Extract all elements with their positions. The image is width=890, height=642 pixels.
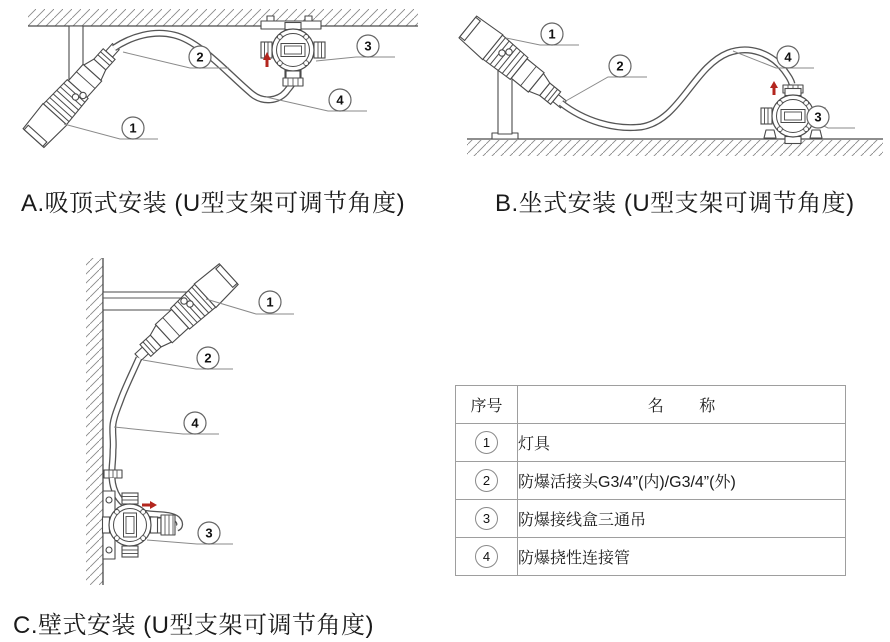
junction-box <box>261 23 325 87</box>
red-arrow-marker <box>770 81 778 95</box>
callout-number: 4 <box>191 415 199 431</box>
pivot-bolt <box>499 50 505 56</box>
caption-a-ceiling-mount: A.吸顶式安装 (U型支架可调节角度) <box>21 190 406 217</box>
leader-line <box>316 57 395 61</box>
callout-number: 2 <box>204 350 212 366</box>
diagram-b-pedestal-mount <box>445 0 890 182</box>
col-header-name: 名 称 <box>518 386 846 424</box>
callout-4 <box>114 412 219 434</box>
circled-number: 2 <box>475 469 498 492</box>
callout-number: 3 <box>364 38 372 54</box>
callout-number: 3 <box>205 525 213 541</box>
callout-number: 3 <box>814 109 822 125</box>
diagram-c-wall-mount <box>0 240 445 602</box>
part-name: 灯具 <box>518 424 846 462</box>
table-row <box>456 538 846 576</box>
callout-number: 1 <box>129 120 137 136</box>
plate-bolt <box>106 547 112 553</box>
pivot-bolt <box>187 301 193 307</box>
leader-line <box>147 540 233 544</box>
callout-number: 1 <box>548 26 556 42</box>
pivot-bolt <box>506 49 512 55</box>
mounting-foot <box>764 130 776 138</box>
floor-surface <box>467 139 883 156</box>
callout-3 <box>807 106 855 128</box>
leader-line <box>564 77 647 102</box>
circled-number: 1 <box>475 431 498 454</box>
parts-table <box>455 385 846 576</box>
callout-number: 2 <box>616 58 624 74</box>
flexible-conduit <box>561 50 792 128</box>
table-row <box>456 462 846 500</box>
pivot-bolt <box>80 92 86 98</box>
conduit-connector <box>283 78 303 86</box>
callout-3 <box>316 35 395 61</box>
pivot-bolt <box>72 94 78 100</box>
caption-b-pedestal-mount: B.坐式安装 (U型支架可调节角度) <box>495 190 855 217</box>
leader-line <box>143 360 233 369</box>
red-arrow-marker <box>142 501 157 509</box>
circled-number: 3 <box>475 507 498 530</box>
table-header-row <box>456 386 846 424</box>
callout-number: 4 <box>336 92 344 108</box>
callout-1 <box>64 117 158 139</box>
diagram-a-ceiling-mount <box>0 0 445 182</box>
ceiling-surface <box>28 9 418 26</box>
junction-box <box>103 491 176 559</box>
part-name: 防爆挠性连接管 <box>518 538 846 576</box>
callout-2 <box>564 55 647 102</box>
callout-number: 4 <box>784 49 792 65</box>
part-name: 防爆接线盒三通吊 <box>518 500 846 538</box>
part-name: 防爆活接头G3/4”(内)/G3/4”(外) <box>518 462 846 500</box>
wall-surface <box>86 258 103 585</box>
caption-c-wall-mount: C.壁式安装 (U型支架可调节角度) <box>13 612 374 639</box>
table-row <box>456 500 846 538</box>
plate-bolt <box>106 497 112 503</box>
col-header-no: 序号 <box>456 386 518 424</box>
lamp-fixture <box>127 262 239 369</box>
callout-number: 1 <box>266 294 274 310</box>
circled-number: 4 <box>475 545 498 568</box>
mounting-foot <box>810 130 822 138</box>
conduit-connector <box>104 470 122 478</box>
callout-1 <box>506 23 579 45</box>
table-row <box>456 424 846 462</box>
pivot-bolt <box>181 298 187 304</box>
callout-number: 2 <box>196 49 204 65</box>
